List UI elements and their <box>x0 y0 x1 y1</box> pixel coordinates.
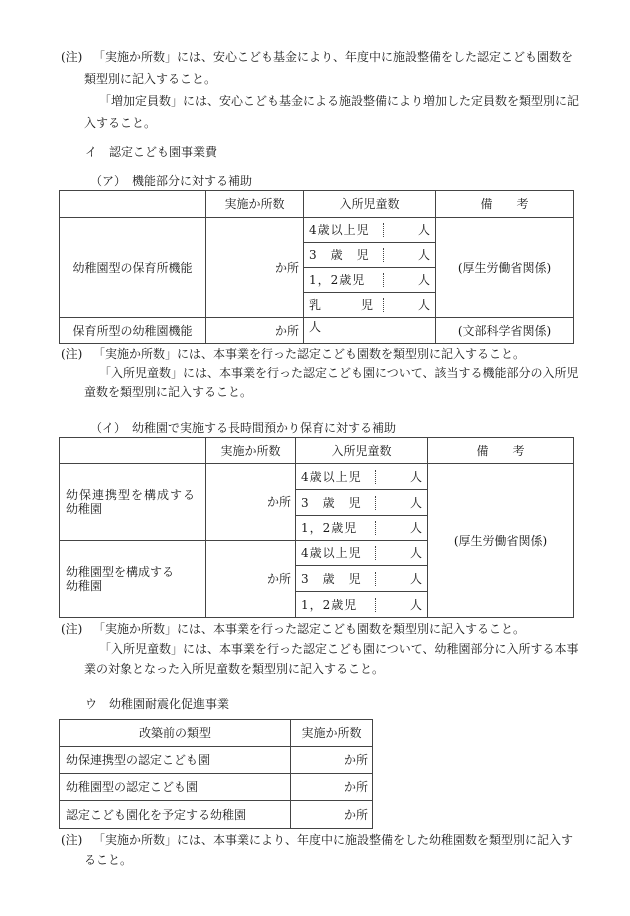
age-label: 1，2歳児 <box>304 273 384 287</box>
children-cell[interactable] <box>304 218 436 243</box>
function-subsidy-table <box>59 190 574 344</box>
children-cell[interactable] <box>304 268 436 293</box>
children-cell[interactable]: 人 <box>304 318 436 344</box>
header-cell: 備 考 <box>428 438 574 464</box>
children-cell[interactable] <box>296 541 428 566</box>
header-cell <box>60 191 206 218</box>
children-cell[interactable] <box>304 243 436 268</box>
row-name-line: 幼稚園 <box>66 502 103 516</box>
note-text: 童数を類型別に記入すること。 <box>84 385 253 399</box>
header-cell: 実施か所数 <box>291 720 373 747</box>
unit-label: 人 <box>417 298 430 312</box>
note-text: 「入所児童数」には、本事業を行った認定こども園について、該当する機能部分の入所児 <box>99 366 579 380</box>
age-label: 4歳以上児 <box>296 546 376 560</box>
extended-care-table <box>59 437 574 618</box>
age-label: 1，2歳児 <box>296 598 376 612</box>
note-text: 入すること。 <box>84 116 157 130</box>
row-name: 認定こども園化を予定する幼稚園 <box>60 801 291 829</box>
remark-cell: (厚生労働省関係) <box>428 464 574 618</box>
age-label: 3 歳 児 <box>296 496 376 510</box>
count-cell[interactable]: か所 <box>291 774 373 801</box>
count-cell[interactable]: か所 <box>206 318 304 344</box>
subsection-heading: （イ） 幼稚園で実施する長時間預かり保育に対する補助 <box>90 421 397 435</box>
count-cell[interactable]: か所 <box>206 541 296 618</box>
header-cell: 実施か所数 <box>206 191 304 218</box>
note-text: 「増加定員数」には、安心こども基金による施設整備により増加した定員数を類型別に記 <box>99 94 580 108</box>
remark-cell: (文部科学省関係) <box>436 318 574 344</box>
note-text: 「実施か所数」には、本事業を行った認定こども園数を類型別に記入すること。 <box>93 347 526 361</box>
note-label: (注) <box>61 622 83 636</box>
unit-label: 人 <box>409 469 422 484</box>
children-cell[interactable] <box>296 490 428 516</box>
note-text: 「実施か所数」には、本事業を行った認定こども園数を類型別に記入すること。 <box>93 622 526 636</box>
age-label: 4歳以上児 <box>304 223 384 237</box>
row-name <box>60 464 206 541</box>
note-label: (注) <box>61 833 83 847</box>
unit-label: 人 <box>409 521 422 535</box>
children-cell[interactable] <box>304 293 436 318</box>
header-cell: 入所児童数 <box>304 191 436 218</box>
header-cell: 入所児童数 <box>296 438 428 464</box>
header-cell <box>60 438 206 464</box>
row-name <box>60 541 206 618</box>
unit-label: 人 <box>409 597 422 612</box>
count-cell[interactable]: か所 <box>291 747 373 774</box>
children-cell[interactable] <box>296 516 428 541</box>
section-heading: ウ 幼稚園耐震化促進事業 <box>85 697 230 711</box>
note-text: 業の対象となった入所児童数を類型別に記入すること。 <box>84 662 385 676</box>
row-name: 保育所型の幼稚園機能 <box>60 318 206 344</box>
unit-label: 人 <box>409 546 422 560</box>
unit-label: 人 <box>409 571 422 586</box>
note-text: 「実施か所数」には、安心こども基金により、年度中に施設整備をした認定こども園数を <box>93 50 574 64</box>
header-cell: 備 考 <box>436 191 574 218</box>
note-text: ること。 <box>84 853 133 867</box>
unit-label: 人 <box>417 248 430 262</box>
section-heading: イ 認定こども園事業費 <box>85 145 218 159</box>
subsection-heading: （ア） 機能部分に対する補助 <box>90 174 253 188</box>
children-cell[interactable] <box>296 592 428 618</box>
age-label: 4歳以上児 <box>296 470 376 484</box>
note-text: 「実施か所数」には、本事業により、年度中に施設整備をした幼稚園数を類型別に記入す <box>93 833 574 847</box>
unit-label: 人 <box>417 223 430 237</box>
row-name-line: 幼稚園 <box>66 579 103 593</box>
row-name: 幼保連携型の認定こども園 <box>60 747 291 774</box>
row-name-line: 幼稚園型を構成する <box>66 565 175 579</box>
note-label: (注) <box>61 347 83 361</box>
age-label: 1，2歳児 <box>296 521 376 535</box>
seismic-table <box>59 719 373 829</box>
unit-label: 人 <box>409 495 422 510</box>
row-name-line: 幼保連携型を構成する <box>66 488 197 502</box>
count-cell[interactable]: か所 <box>206 464 296 541</box>
row-name: 幼稚園型の認定こども園 <box>60 774 291 801</box>
age-label: 3 歳 児 <box>304 248 384 262</box>
children-cell[interactable] <box>296 566 428 592</box>
header-cell: 実施か所数 <box>206 438 296 464</box>
count-cell[interactable]: か所 <box>291 801 373 829</box>
note-label: (注) <box>61 50 83 64</box>
remark-cell: (厚生労働省関係) <box>436 218 574 318</box>
children-cell[interactable] <box>296 464 428 490</box>
count-cell[interactable]: か所 <box>206 218 304 318</box>
note-text: 類型別に記入すること。 <box>84 72 217 86</box>
note-text: 「入所児童数」には、本事業を行った認定こども園について、幼稚園部分に入所する本事 <box>99 642 579 656</box>
age-label: 乳 児 <box>304 298 384 312</box>
age-label: 3 歳 児 <box>296 572 376 586</box>
header-cell: 改築前の類型 <box>60 720 291 747</box>
row-name: 幼稚園型の保育所機能 <box>60 218 206 318</box>
unit-label: 人 <box>417 273 430 287</box>
